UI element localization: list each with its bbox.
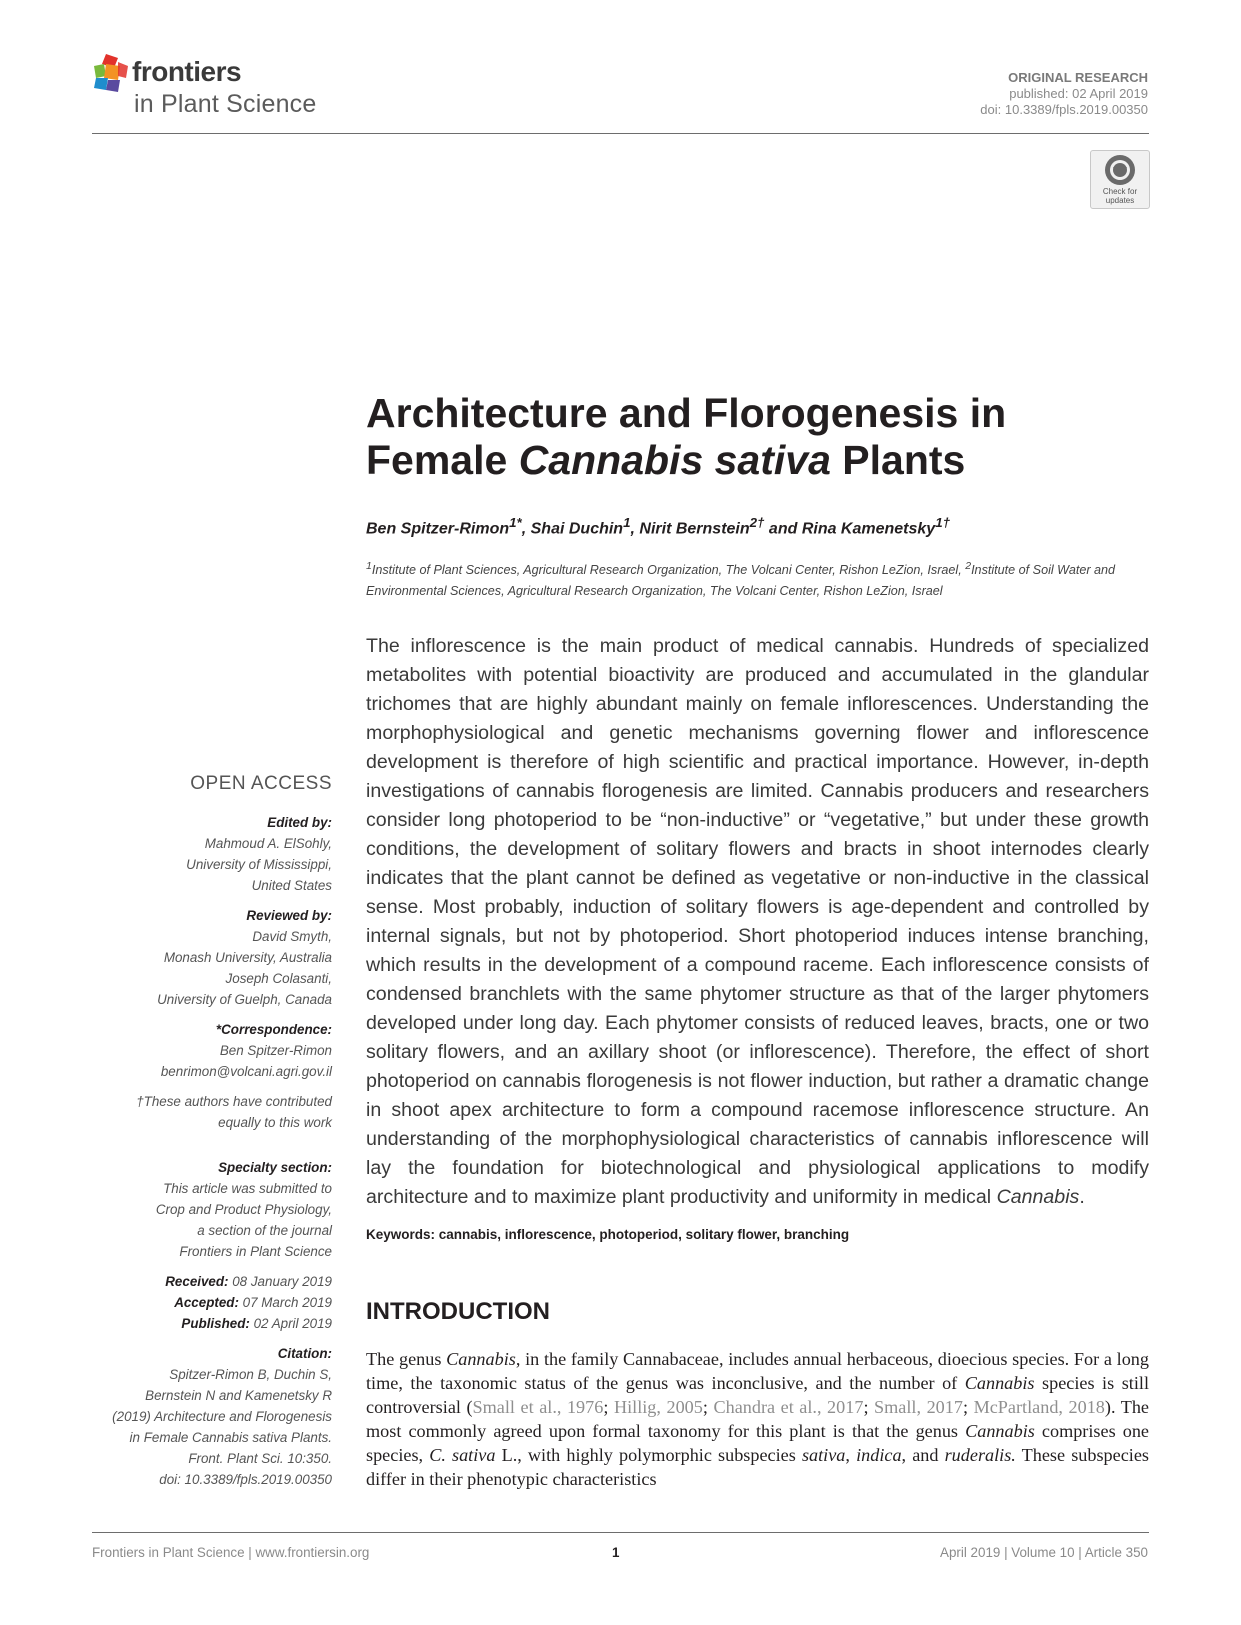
intro-italic: ruderalis. <box>944 1445 1016 1465</box>
intro-text: The genus <box>366 1349 447 1369</box>
keywords-label: Keywords: <box>366 1227 436 1242</box>
reviewed-by-label: Reviewed by: <box>246 908 332 923</box>
citation-link[interactable]: Small et al., 1976 <box>472 1397 604 1417</box>
reviewer-line: Joseph Colasanti, <box>225 971 332 986</box>
article-info-sidebar <box>92 772 332 1490</box>
section-heading: INTRODUCTION <box>366 1298 550 1325</box>
specialty-line: This article was submitted to <box>163 1181 332 1196</box>
citation-line: doi: 10.3389/fpls.2019.00350 <box>159 1472 332 1487</box>
received-date <box>92 1271 332 1292</box>
editor-line: University of Mississippi, <box>186 857 332 872</box>
journal-logo[interactable] <box>92 52 342 122</box>
affiliations <box>366 556 1156 602</box>
keywords <box>366 1227 1149 1242</box>
citation-link[interactable]: Chandra et al., 2017 <box>713 1397 864 1417</box>
intro-text: comprises one species, <box>366 1421 1149 1465</box>
page-number: 1 <box>612 1545 620 1560</box>
contribution-note <box>92 1091 332 1133</box>
introduction-paragraph <box>366 1347 1149 1491</box>
reviewer-line: Monash University, Australia <box>163 950 332 965</box>
correspondence-label: *Correspondence: <box>215 1022 332 1037</box>
intro-text: , <box>845 1445 857 1465</box>
intro-text: ; <box>702 1397 714 1417</box>
reviewer-line: University of Guelph, Canada <box>157 992 332 1007</box>
author-list <box>366 515 1156 538</box>
article-title <box>366 390 1126 484</box>
citation-link[interactable]: Small, 2017 <box>874 1397 963 1417</box>
abstract-genus: Cannabis <box>996 1186 1080 1208</box>
author-separator: and <box>764 520 802 538</box>
published-date: published: 02 April 2019 <box>1009 86 1148 101</box>
specialty-line: Crop and Product Physiology, <box>155 1202 332 1217</box>
contribution-line: equally to this work <box>218 1115 332 1130</box>
accepted-value: 07 March 2019 <box>238 1295 332 1310</box>
author-affiliation-mark: 2† <box>749 515 765 530</box>
article-meta <box>980 70 1148 118</box>
logo-journal-name: in Plant Science <box>134 90 317 118</box>
abstract <box>366 632 1149 1212</box>
intro-text: , and <box>901 1445 945 1465</box>
citation-line: Spitzer-Rimon B, Duchin S, <box>169 1367 332 1382</box>
editor-line: United States <box>251 878 332 893</box>
correspondence-email[interactable]: benrimon@volcani.agri.gov.il <box>160 1064 332 1079</box>
footer-issue-info: April 2019 | Volume 10 | Article 350 <box>940 1545 1148 1560</box>
open-access-label: OPEN ACCESS <box>190 773 332 794</box>
intro-text: species is still controversial ( <box>366 1373 1149 1417</box>
updates-label-line-2: updates <box>1105 196 1135 205</box>
editor-line: Mahmoud A. ElSohly, <box>204 836 332 851</box>
intro-italic: Cannabis <box>964 1373 1035 1393</box>
correspondence-name: Ben Spitzer-Rimon <box>219 1043 332 1058</box>
received-value: 08 January 2019 <box>228 1274 332 1289</box>
intro-text: ; <box>603 1397 614 1417</box>
title-line-2-start: Female <box>366 437 519 483</box>
citation-link[interactable]: Hillig, 2005 <box>613 1397 703 1417</box>
author-separator: , <box>630 520 640 538</box>
intro-italic: Cannabis <box>965 1421 1035 1441</box>
article-doi[interactable]: doi: 10.3389/fpls.2019.00350 <box>980 102 1148 117</box>
author-name[interactable]: Rina Kamenetsky <box>801 520 936 538</box>
article-dates <box>92 1271 332 1334</box>
frontiers-logo-icon <box>92 52 132 98</box>
keywords-text: cannabis, inflorescence, photoperiod, solitary flower, branching <box>435 1227 850 1242</box>
abstract-text: The inflorescence is the main product of medical cannabis. Hundreds of specialized metabolites with potential bioactivity are produced and accumulated in the glandular trichomes that are highly abundant mainly on female inflorescences. Understanding the morphophysiological and genetic mechanisms governing flower and inflorescence development is therefore of high scientific and practical importance. However, in-depth investigations of cannabis florogenesis are limited. Cannabis producers and researchers consider long photoperiod to be “non-inductive” or “vegetative,” but under these growth conditions, the development of solitary flowers and bracts in shoot internodes clearly indicates that the plant cannot be defined as vegetative or non-inductive in the classical sense. Most probably, induction of solitary flowers is age-dependent and controlled by internal signals, but not by photoperiod. Short photoperiod induces intense branching, which results in the development of a compound raceme. Each inflorescence consists of condensed branchlets with the same phytomer structure as that of the larger phytomers developed under long day. Each phytomer consists of reduced leaves, bracts, one or two solitary flowers, and an axillary shoot (or inflorescence). Therefore, the effect of short photoperiod on cannabis florogenesis is not flower induction, but rather a dramatic change in shoot apex architecture to form a compound racemose inflorescence structure. An understanding of the morphophysiological characteristics of cannabis inflorescence will lay the foundation for biotechnological and physiological applications to modify architecture and to maximize plant productivity and uniformity in medical <box>366 635 1149 1208</box>
affiliation-text: Institute of Plant Sciences, Agricultural Research Organization, The Volcani Center, Rishon LeZion, Israel, <box>371 563 966 578</box>
intro-text: ; <box>962 1397 974 1417</box>
accepted-label: Accepted: <box>174 1295 239 1310</box>
reviewer-line: David Smyth, <box>252 929 332 944</box>
footer-journal-link[interactable]: Frontiers in Plant Science | www.frontiersin.org <box>92 1545 370 1560</box>
intro-italic: sativa <box>801 1445 846 1465</box>
author-affiliation-mark: 1† <box>935 515 951 530</box>
intro-text: L., with highly polymorphic subspecies <box>495 1445 802 1465</box>
accepted-date <box>92 1292 332 1313</box>
updates-label <box>1091 187 1149 205</box>
specialty-section-label: Specialty section: <box>218 1160 332 1175</box>
intro-italic: C. sativa <box>429 1445 496 1465</box>
header-divider <box>92 133 1149 134</box>
citation-link[interactable]: McPartland, 2018 <box>973 1397 1105 1417</box>
footer-divider <box>92 1532 1149 1533</box>
specialty-line: Frontiers in Plant Science <box>179 1244 332 1259</box>
author-affiliation-mark: 1 <box>623 515 631 530</box>
citation-line: (2019) Architecture and Florogenesis <box>112 1409 332 1424</box>
published-label: Published: <box>181 1316 250 1331</box>
citation-label: Citation: <box>277 1346 332 1361</box>
abstract-end: . <box>1079 1186 1085 1208</box>
title-species: Cannabis sativa <box>518 437 831 483</box>
received-label: Received: <box>165 1274 229 1289</box>
title-line-2-end: Plants <box>830 437 966 483</box>
affiliation-mark: 1 <box>366 560 372 572</box>
author-name[interactable]: Nirit Bernstein <box>639 520 750 538</box>
published-date-side <box>92 1313 332 1334</box>
crossmark-icon <box>1103 153 1137 187</box>
intro-italic: Cannabis <box>446 1349 516 1369</box>
logo-wordmark: frontiers <box>132 56 242 87</box>
intro-text: These subspecies differ in their phenotypic characteristics <box>366 1445 1149 1489</box>
title-line-1: Architecture and Florogenesis in <box>366 390 1007 436</box>
author-affiliation-mark: 1* <box>509 515 522 530</box>
intro-text: ). The most commonly agreed upon formal taxonomy for this plant is that the genus <box>366 1397 1149 1441</box>
citation-line: Front. Plant Sci. 10:350. <box>188 1451 332 1466</box>
specialty-line: a section of the journal <box>197 1223 332 1238</box>
citation-line: in Female Cannabis sativa Plants. <box>129 1430 332 1445</box>
article-type: ORIGINAL RESEARCH <box>1008 70 1148 85</box>
intro-italic: indica <box>856 1445 902 1465</box>
intro-text: ; <box>863 1397 875 1417</box>
intro-text: , in the family Cannabaceae, includes annual herbaceous, dioecious species. For a long time, the taxonomic status of the genus was inconclusive, and the number of <box>366 1349 1149 1393</box>
check-for-updates-button[interactable] <box>1090 150 1150 209</box>
updates-label-line-1: Check for <box>1102 187 1138 196</box>
contribution-line: †These authors have contributed <box>136 1094 332 1109</box>
affiliation-text: Institute of Soil Water and Environmental Sciences, Agricultural Research Organization, The Volcani Center, Rishon LeZion, Israel <box>366 563 1116 599</box>
author-name[interactable]: Ben Spitzer-Rimon <box>366 520 510 538</box>
published-value: 02 April 2019 <box>249 1316 332 1331</box>
citation-line: Bernstein N and Kamenetsky R <box>145 1388 332 1403</box>
affiliation-mark: 2 <box>965 560 972 572</box>
author-name[interactable]: Shai Duchin <box>530 520 624 538</box>
edited-by-label: Edited by: <box>267 815 332 830</box>
author-separator: , <box>521 520 531 538</box>
